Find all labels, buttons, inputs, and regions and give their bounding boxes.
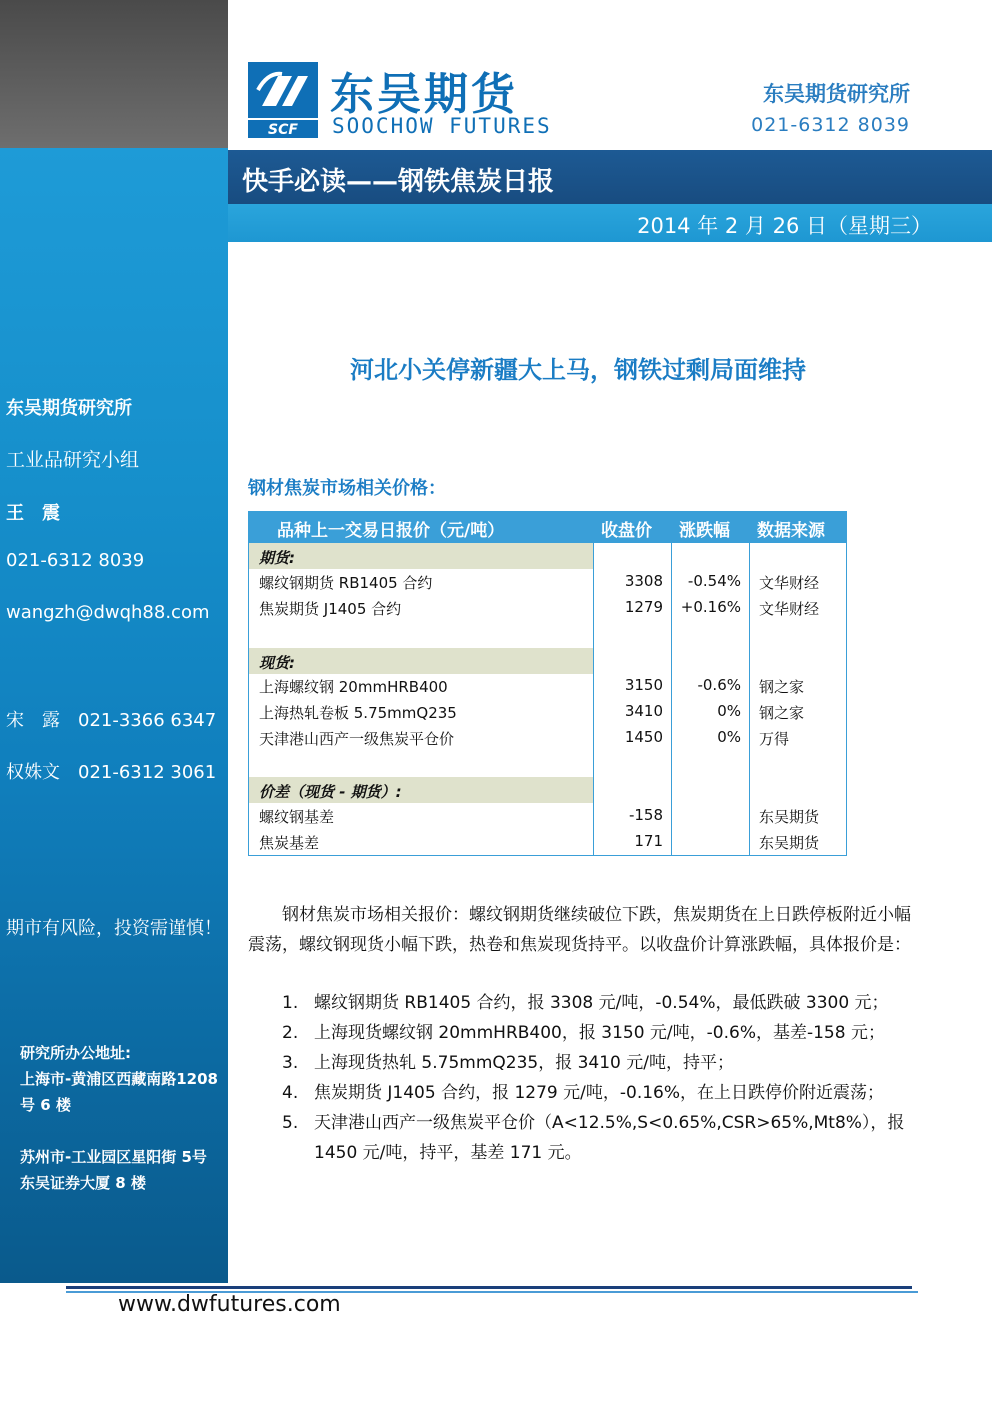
table-cell: 焦炭期货 J1405 合约 — [259, 600, 402, 618]
sidebar — [0, 148, 228, 1283]
logo-english-name: SOOCHOW FUTURES — [332, 114, 552, 138]
table-cell: 0% — [717, 702, 741, 720]
table-cell: 螺纹钢期货 RB1405 合约 — [259, 574, 433, 592]
footer-url-link[interactable]: www.dwfutures.com — [118, 1292, 341, 1317]
price-list — [280, 988, 920, 1168]
th-item: 品种上一交易日报价（元/吨） — [277, 521, 505, 541]
sidebar-address-2: 苏州市-工业园区星阳街 5号东吴证券大厦 8 楼 — [20, 1148, 207, 1192]
sidebar-address-label: 研究所办公地址: — [20, 1044, 131, 1062]
table-header — [249, 512, 846, 543]
logo-abbr: SCF — [268, 122, 298, 138]
table-cell: 1450 — [624, 728, 663, 746]
sidebar-contact-2: 权姝文 021-6312 3061 — [6, 762, 217, 783]
price-table — [248, 511, 847, 856]
report-date: 2014 年 2 月 26 日（星期三） — [637, 214, 932, 238]
sidebar-contact-1: 宋 露 021-3366 6347 — [6, 710, 217, 731]
table-cell: 上海螺纹钢 20mmHRB400 — [259, 678, 448, 696]
sidebar-analyst-email[interactable]: wangzh@dwqh88.com — [6, 602, 210, 623]
title-banner — [228, 150, 992, 204]
table-cell: 0% — [717, 728, 741, 746]
sidebar-risk-warning: 期市有风险，投资需谨慎！ — [6, 918, 222, 939]
table-cell: 1279 — [624, 598, 663, 616]
table-cell: 3410 — [624, 702, 663, 720]
table-cell: -158 — [628, 806, 663, 824]
scf-logo-icon — [248, 62, 320, 138]
group-label-basis: 价差（现货 - 期货）: — [259, 783, 402, 801]
list-item: 2. 上海现货螺纹钢 20mmHRB400，报 3150 元/吨，-0.6%，基差-158 元； — [282, 1023, 885, 1043]
sidebar-analyst-phone: 021-6312 8039 — [6, 550, 145, 571]
table-cell: 螺纹钢基差 — [259, 808, 335, 826]
group-label-futures: 期货: — [259, 549, 295, 567]
body-paragraph — [248, 900, 916, 960]
sidebar-analyst: 王 震 — [6, 503, 60, 524]
table-cell: 3308 — [624, 572, 663, 590]
table-cell: -0.6% — [697, 676, 741, 694]
table-cell: 171 — [634, 832, 663, 850]
sidebar-address-1: 上海市-黄浦区西藏南路1208 号 6 楼 — [20, 1070, 218, 1114]
header-institute: 东吴期货研究所 — [763, 82, 910, 106]
sidebar-group: 工业品研究小组 — [6, 449, 140, 471]
th-source: 数据来源 — [757, 521, 825, 541]
table-cell: 文华财经 — [759, 600, 820, 618]
table-cell: 东吴期货 — [759, 834, 820, 852]
section-title: 钢材焦炭市场相关价格： — [248, 478, 446, 499]
list-item: 4. 焦炭期货 J1405 合约，报 1279 元/吨，-0.16%，在上日跌停价附近震荡； — [282, 1083, 885, 1103]
table-cell: 东吴期货 — [759, 808, 820, 826]
table-divider — [749, 512, 750, 855]
table-cell: +0.16% — [680, 598, 741, 616]
sidebar-top-block — [0, 0, 228, 148]
header-phone: 021-6312 8039 — [751, 114, 910, 136]
th-close: 收盘价 — [601, 521, 652, 541]
table-cell: 3150 — [624, 676, 663, 694]
group-label-spot: 现货: — [259, 654, 295, 672]
group-row-spot — [249, 648, 593, 674]
sidebar-institute: 东吴期货研究所 — [6, 398, 132, 419]
list-item: 3. 上海现货热轧 5.75mmQ235，报 3410 元/吨，持平； — [282, 1053, 735, 1073]
group-row-futures — [249, 543, 593, 569]
table-cell: 文华财经 — [759, 574, 820, 592]
footer-rule — [66, 1286, 912, 1289]
logo-chinese-name: 东吴期货 — [330, 69, 518, 120]
company-logo — [248, 62, 588, 140]
list-item: 5. 天津港山西产一级焦炭平仓价（A<12.5%,S<0.65%,CSR>65%,Mt8%），报 1450 元/吨，持平，基差 171 元。 — [282, 1113, 905, 1163]
table-cell: -0.54% — [687, 572, 741, 590]
table-cell: 万得 — [759, 730, 790, 748]
table-cell: 钢之家 — [759, 704, 805, 722]
headline: 河北小关停新疆大上马，钢铁过剩局面维持 — [350, 356, 806, 384]
table-cell: 天津港山西产一级焦炭平仓价 — [259, 730, 455, 748]
date-banner — [228, 204, 992, 242]
table-cell: 上海热轧卷板 5.75mmQ235 — [259, 704, 457, 722]
list-item: 1. 螺纹钢期货 RB1405 合约，报 3308 元/吨，-0.54%，最低跌破 3300 元； — [282, 993, 889, 1013]
report-title: 快手必读——钢铁焦炭日报 — [242, 167, 555, 197]
body-paragraph-text: 钢材焦炭市场相关报价：螺纹钢期货继续破位下跌，焦炭期货在上日跌停板附近小幅震荡，螺纹钢现货小幅下跌，热卷和焦炭现货持平。以收盘价计算涨跌幅，具体报价是： — [248, 905, 911, 955]
table-cell: 钢之家 — [759, 678, 805, 696]
th-change: 涨跌幅 — [679, 521, 730, 541]
table-cell: 焦炭基差 — [259, 834, 320, 852]
